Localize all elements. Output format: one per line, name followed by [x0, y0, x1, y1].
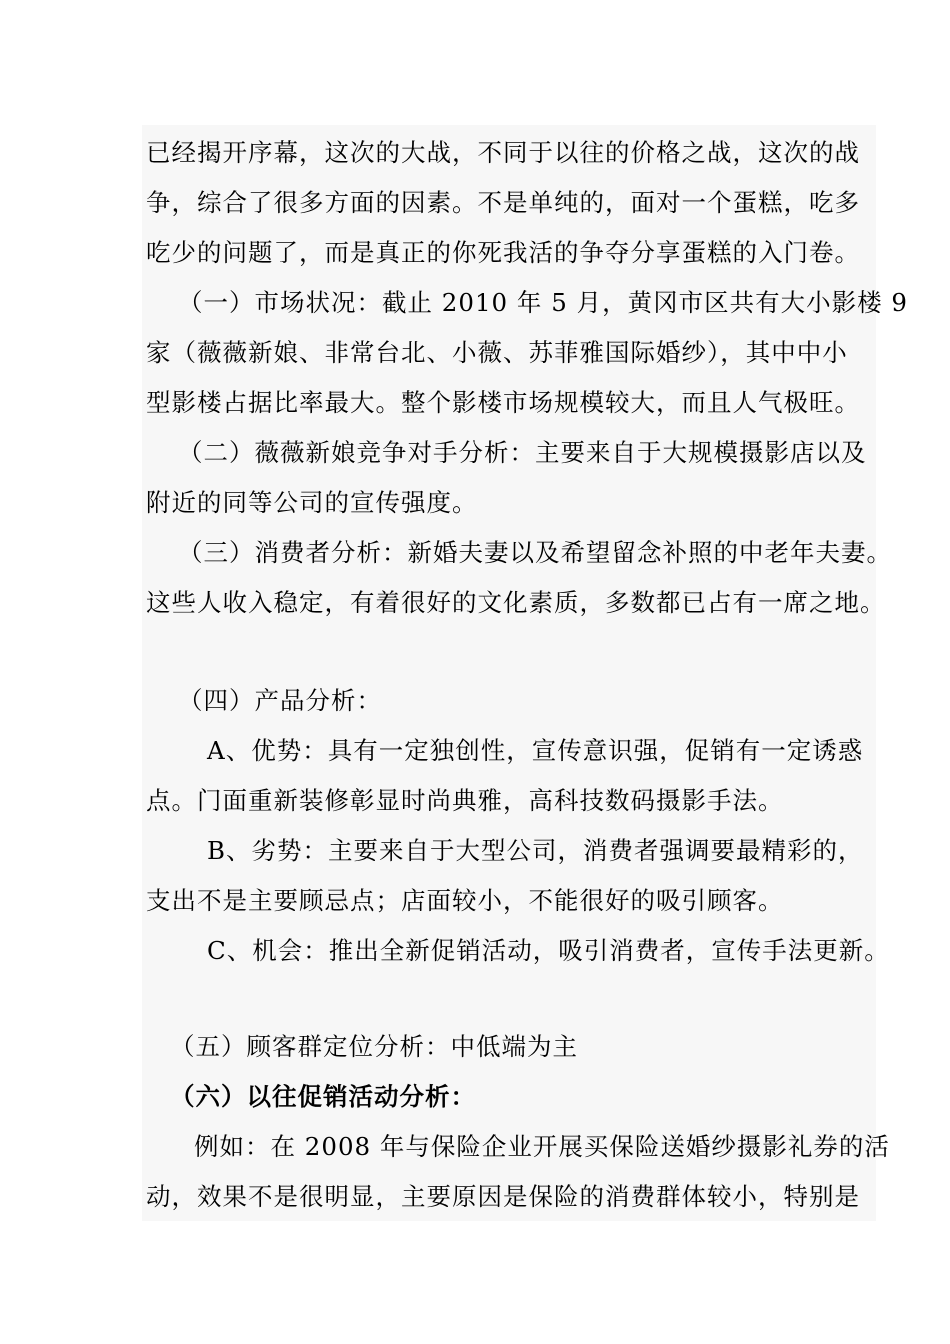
- customer-positioning-line: （五）顾客群定位分析：中低端为主: [170, 1032, 578, 1061]
- weaknesses-line-2: 支出不是主要顾忌点；店面较小，不能很好的吸引顾客。: [146, 886, 784, 915]
- competitor-analysis-line-2: 附近的同等公司的宣传强度。: [146, 488, 478, 517]
- strengths-line-2: 点。门面重新装修彰显时尚典雅，高科技数码摄影手法。: [146, 786, 784, 815]
- market-status-line-3: 型影楼占据比率最大。整个影楼市场规模较大，而且人气极旺。: [146, 388, 860, 417]
- market-status-line-1: （一）市场状况：截止 2010 年 5 月，黄冈市区共有大小影楼 9: [178, 288, 908, 317]
- opportunities-line: C、机会：推出全新促销活动，吸引消费者，宣传手法更新。: [207, 936, 890, 965]
- weaknesses-line-1: B、劣势：主要来自于大型公司，消费者强调要最精彩的，: [207, 836, 864, 865]
- example-line-2: 动，效果不是很明显，主要原因是保险的消费群体较小，特别是: [146, 1182, 860, 1211]
- consumer-analysis-line-2: 这些人收入稳定，有着很好的文化素质，多数都已占有一席之地。: [146, 588, 886, 617]
- example-line-1: 例如：在 2008 年与保险企业开展买保险送婚纱摄影礼券的活: [194, 1132, 890, 1161]
- market-status-line-2: 家（薇薇新娘、非常台北、小薇、苏菲雅国际婚纱），其中中小: [146, 338, 848, 367]
- intro-line-2: 争，综合了很多方面的因素。不是单纯的，面对一个蛋糕，吃多: [146, 188, 860, 217]
- consumer-analysis-line-1: （三）消费者分析：新婚夫妻以及希望留念补照的中老年夫妻。: [178, 538, 892, 567]
- intro-line-3: 吃少的问题了，而是真正的你死我活的争夺分享蛋糕的入门卷。: [146, 238, 860, 267]
- strengths-line-1: A、优势：具有一定独创性，宣传意识强，促销有一定诱惑: [207, 736, 864, 765]
- past-promotion-heading: （六）以往促销活动分析：: [170, 1082, 476, 1111]
- competitor-analysis-line-1: （二）薇薇新娘竞争对手分析：主要来自于大规模摄影店以及: [178, 438, 867, 467]
- product-analysis-heading: （四）产品分析：: [178, 686, 382, 715]
- intro-line-1: 已经揭开序幕，这次的大战，不同于以往的价格之战，这次的战: [146, 138, 860, 167]
